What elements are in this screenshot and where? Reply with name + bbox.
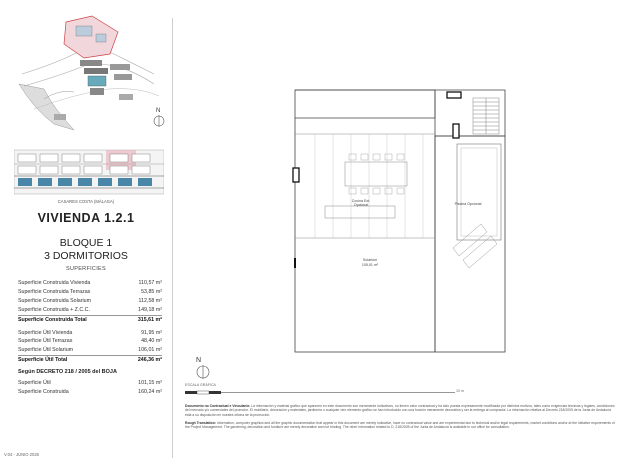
table-row: Superficie Construida + Z.C.C. 149,18 m² — [18, 306, 162, 313]
site-plan — [14, 14, 164, 132]
north-label: N — [156, 108, 161, 114]
table-row: Superficie Útil Vivienda 91,95 m² — [18, 329, 162, 336]
cocina-label: Cocina Ext. Opcional — [351, 199, 371, 207]
dormitorios-title: 3 DORMITORIOS — [44, 250, 128, 262]
scale-end-label: 10 m — [456, 389, 464, 393]
superficies-heading: SUPERFICIES — [66, 266, 106, 272]
solarium-label: Solarium — [362, 258, 378, 262]
legal-heading-en: Rough Translation: — [185, 421, 216, 426]
superficies-table — [18, 279, 162, 365]
table-row: Superficie Construida Solarium 112,58 m² — [18, 297, 162, 304]
info-panel — [0, 0, 172, 465]
north-arrow-icon — [193, 354, 213, 382]
piscina-label: Piscina Opcional — [454, 202, 482, 206]
table-row: Superficie Construida Vivienda 110,57 m² — [18, 280, 162, 286]
legal-heading: Documento no Contractual e Vinculante. — [185, 404, 251, 408]
version-label: V.04 - JUNIO 2025 — [4, 452, 39, 457]
floor-plan — [285, 88, 525, 353]
building-elevation — [14, 148, 164, 196]
vivienda-title: VIVIENDA 1.2.1 — [37, 211, 135, 225]
table-row: Superficie Construida 160,24 m² — [18, 388, 162, 395]
table-row-total: Superficie Construida Total 315,61 m² — [18, 316, 162, 323]
legal-text-en: Information, computer graphics and all the graphic documentation that appear in this document are merely indicative, have no contractual value and are experimental due to technical and/or legal requirements, market conditions and/or at the initiative requirements of the Project Management. The gardening, decoration and furniture are merely decorative and not binding. The other information related to D. 218/2005 of the Junta de Andalucía is available in our office for consultation. — [185, 421, 615, 430]
solarium-area: 105,01 m² — [361, 263, 379, 267]
table-row: Superficie Útil 101,15 m² — [18, 380, 162, 386]
decreto-heading: Según DECRETO 218 / 2005 del BOJA — [18, 369, 117, 375]
scale-label: ESCALA GRÁFICA — [185, 383, 216, 387]
table-row-total: Superficie Útil Total 246,36 m² — [18, 357, 162, 364]
north-label: N — [196, 357, 202, 364]
table-row: Superficie Útil Terrazas 48,40 m² — [18, 338, 162, 345]
legal-text: La información y material gráfico que aparecen en este documento son meramente indicativos, no tienen valor contractual y ha sido puesta expresamente modificada por distintos motivos, tales como exigencias técnicas y legales, condiciones del mercado y/o comerciales del promotor. El mobiliario, decoración y materiales, jardinería o cualquier otro elemento gráfico se han introducido con una función meramente decorativa y ser la entrega al comprador. La información relativa al Decreto 218/2005 de la Junta de Andalucía está a su disposición en nuestra oficina de la promoción. — [185, 404, 615, 417]
bloque-title: BLOQUE 1 — [59, 237, 113, 249]
panel-divider — [172, 18, 173, 458]
decreto-table — [18, 379, 162, 397]
north-arrow-icon — [152, 105, 166, 129]
table-row: Superficie Útil Solarium 106,01 m² — [18, 347, 162, 354]
table-row: Superficie Construida Terrazas 53,85 m² — [18, 288, 162, 295]
legal-notice — [185, 404, 615, 430]
scale-bar — [185, 389, 485, 397]
town-label: CASARES COSTA (MÁLAGA) — [57, 199, 115, 204]
